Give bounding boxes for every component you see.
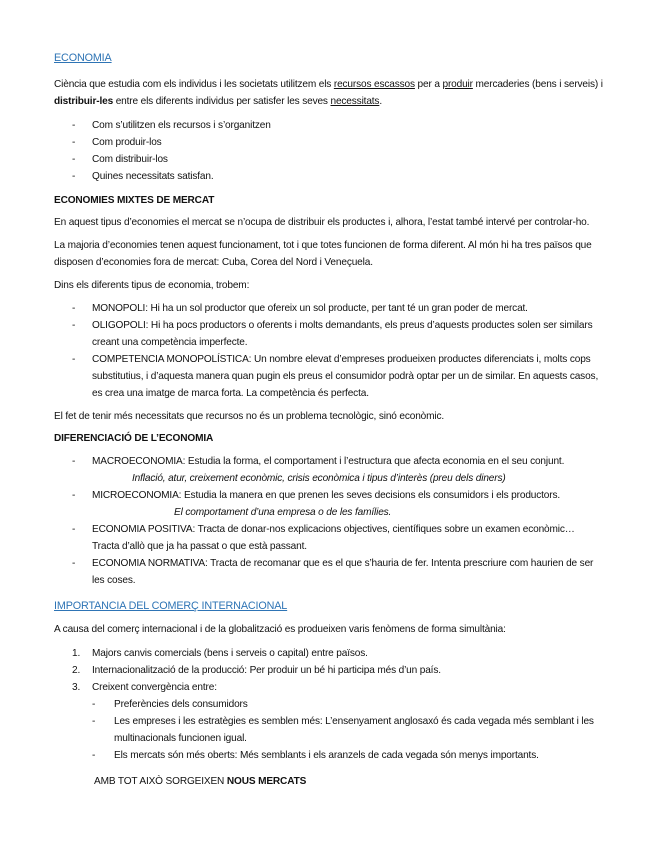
- list-item: - ECONOMIA POSITIVA: Tracta de donar-nos explicacions objectives, científiques sobre un examen econòmic… Tracta d’allò que ja ha passat o que està passant.: [54, 521, 604, 555]
- market-types-list: [54, 300, 604, 402]
- sublist-item: - Preferències dels consumidors: [54, 696, 604, 713]
- closing-bold: NOUS MERCATS: [226, 776, 307, 787]
- list-item: - Quines necessitats satisfan.: [54, 168, 604, 185]
- section-title-economia: ECONOMIA: [54, 52, 112, 64]
- macro-example: Inflació, atur, creixement econòmic, crisis econòmica i tipus d’interès (preu dels diners): [132, 473, 506, 484]
- list-item: - ECONOMIA NORMATIVA: Tracta de recomanar que es el que s’hauria de fer. Intenta prescriure com haurien de ser les coses.: [54, 555, 604, 589]
- micro-example: El comportament d’una empresa o de les famílies.: [174, 507, 392, 518]
- list-text: Majors canvis comercials (bens i serveis o capital) entre països.: [92, 648, 368, 659]
- micro-text: MICROECONOMIA: Estudia la manera en que prenen les seves decisions els consumidors i els productors.: [92, 490, 561, 501]
- list-item: - Com distribuir-los: [54, 151, 604, 168]
- economy-branches-list: [54, 453, 604, 589]
- list-item: - Com s’utilitzen els recursos i s’organitzen: [54, 117, 604, 134]
- economia-definition: [54, 76, 604, 110]
- macro-text: MACROECONOMIA: Estudia la forma, el comportament i l’estructura que afecta economia en el seu conjunt.: [92, 456, 565, 467]
- section-title-comerc: IMPORTANCIA DEL COMERÇ INTERNACIONAL: [54, 600, 288, 612]
- def-underline-necessitats: necessitats: [330, 96, 380, 107]
- convergence-sublist: [54, 696, 604, 764]
- def-text-5: .: [379, 96, 382, 107]
- paragraph: En aquest tipus d’economies el mercat se n’ocupa de distribuir els productes i, alhora, l’estat també intervé per controlar-ho.: [54, 217, 590, 228]
- list-text: Internacionalització de la producció: Per produir un bé hi participa més d’un país.: [92, 665, 441, 676]
- def-text-4: entre els diferents individus per satisfer les seves: [113, 96, 331, 107]
- economia-questions-list: [54, 117, 604, 185]
- def-text-2: per a: [414, 79, 443, 90]
- def-underline-produir: produir: [442, 79, 473, 90]
- closing-line: [54, 773, 604, 790]
- section-title-mixtes: ECONOMIES MIXTES DE MERCAT: [54, 195, 215, 206]
- def-text-3: mercaderies (bens i serveis) i: [472, 79, 603, 90]
- list-item-micro: [54, 487, 604, 521]
- list-number: 3.: [72, 682, 81, 693]
- section-title-diferenciacio: DIFERENCIACIÓ DE L’ECONOMIA: [54, 433, 214, 444]
- paragraph: El fet de tenir més necessitats que recursos no és un problema tecnològic, sinó econòmic.: [54, 411, 445, 422]
- list-item: - OLIGOPOLI: Hi ha pocs productors o oferents i molts demandants, els preus d’aquests productes solen ser similars creant una competència imperfecte.: [54, 317, 604, 351]
- def-text-1: Ciència que estudia com els individus i les societats utilitzem els: [54, 79, 334, 90]
- sublist-item: - Els mercats són més oberts: Més semblants i els aranzels de cada vegada són menys importants.: [54, 747, 604, 764]
- document-page: [54, 50, 604, 790]
- list-item: [54, 645, 604, 662]
- paragraph: Dins els diferents tipus de economia, trobem:: [54, 280, 250, 291]
- closing-text: AMB TOT AIXÒ SORGEIXEN: [94, 776, 227, 787]
- def-bold-distribuir: distribuir-les: [54, 96, 114, 107]
- list-number: 1.: [72, 648, 81, 659]
- sublist-item: - Les empreses i les estratègies es semblen més: L’ensenyament anglosaxó és cada vegada més semblant i les multinacionals funcionen igual.: [54, 713, 604, 747]
- list-item: [54, 662, 604, 679]
- list-item: [54, 679, 604, 696]
- list-number: 2.: [72, 665, 81, 676]
- list-text: Creixent convergència entre:: [92, 682, 217, 693]
- phenomena-list: [54, 645, 604, 696]
- def-underline-recursos: recursos escassos: [333, 79, 415, 90]
- paragraph: A causa del comerç internacional i de la globalització es produeixen varis fenòmens de forma simultània:: [54, 624, 506, 635]
- list-item: - COMPETENCIA MONOPOLÍSTICA: Un nombre elevat d’empreses produeixen productes diferenciats i, molts cops substitutius, i d’aquesta manera quan pugin els preus el consumidor podrà optar per un de similar. En aquests casos, es crea una imatge de marca forta. La competència és perfecta.: [54, 351, 604, 402]
- paragraph: La majoria d’economies tenen aquest funcionament, tot i que totes funcionen de forma diferent. Al món hi ha tres països que disposen d’economies fora de mercat: Cuba, Corea del Nord i Veneçuela.: [54, 240, 592, 268]
- list-item: - Com produir-los: [54, 134, 604, 151]
- list-item: - MONOPOLI: Hi ha un sol productor que ofereix un sol producte, per tant té un gran poder de mercat.: [54, 300, 604, 317]
- list-item-macro: [54, 453, 604, 487]
